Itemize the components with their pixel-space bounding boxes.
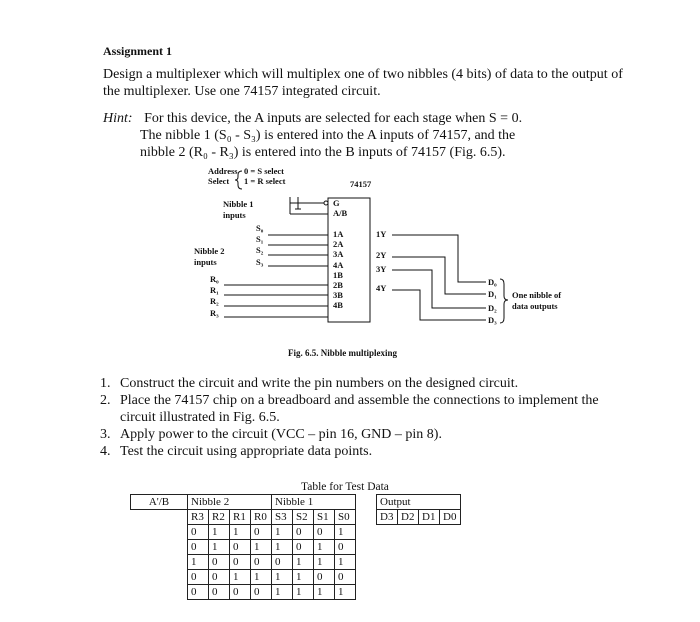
pin-1a: 1A — [333, 229, 344, 239]
group-nibble2: Nibble 2 — [188, 495, 272, 510]
cell: 1 — [209, 540, 230, 555]
cell: 1 — [230, 525, 251, 540]
cell: 1 — [293, 570, 314, 585]
nibble1-label: Nibble 1 — [223, 199, 254, 209]
output-cell — [377, 570, 398, 585]
gap — [356, 495, 377, 510]
chip-label: 74157 — [350, 179, 372, 189]
col-header: S2 — [293, 510, 314, 525]
select-opt-1: 1 = R select — [244, 176, 286, 186]
select-opt-0: 0 = S select — [244, 166, 285, 176]
output-cell — [377, 555, 398, 570]
cell: 0 — [209, 570, 230, 585]
gap — [356, 555, 377, 570]
r3-label: R₃ — [210, 308, 219, 318]
col-header: S1 — [314, 510, 335, 525]
pin-1b: 1B — [333, 270, 343, 280]
gap — [356, 525, 377, 540]
pin-3a: 3A — [333, 249, 344, 259]
hint-label: Hint: — [103, 111, 133, 126]
nibble2-inputs-label: inputs — [194, 257, 217, 267]
cell: 1 — [335, 555, 356, 570]
spacer — [131, 570, 188, 585]
col-header: R2 — [209, 510, 230, 525]
col-header: S0 — [335, 510, 356, 525]
step-text: Test the circuit using appropriate data points. — [120, 444, 373, 459]
nibble2-label: Nibble 2 — [194, 246, 225, 256]
step-number: 4. — [100, 444, 111, 459]
pin-4a: 4A — [333, 260, 344, 270]
col-header: D2 — [398, 510, 419, 525]
output-cell — [377, 525, 398, 540]
output-cell — [419, 540, 440, 555]
cell: 0 — [230, 555, 251, 570]
col-header: R1 — [230, 510, 251, 525]
s1-label: S₁ — [256, 234, 264, 244]
pin-1y: 1Y — [376, 229, 387, 239]
test-data-table — [130, 494, 461, 600]
output-cell — [398, 555, 419, 570]
cell: 0 — [188, 570, 209, 585]
cell: 1 — [230, 570, 251, 585]
spacer — [131, 585, 188, 600]
cell: 1 — [272, 540, 293, 555]
gap — [356, 570, 377, 585]
hint-line-3: nibble 2 (R₀ - R₃) is entered into the B inputs of 74157 (Fig. 6.5). — [140, 145, 506, 160]
cell: 0 — [209, 555, 230, 570]
d0-label: D₀ — [488, 277, 497, 287]
pin-2y: 2Y — [376, 250, 387, 260]
s0-label: S₀ — [256, 223, 264, 233]
table-caption: Table for Test Data — [301, 481, 389, 493]
gap — [356, 540, 377, 555]
nibble-mux-figure — [180, 160, 620, 360]
cell: 1 — [272, 570, 293, 585]
cell: 1 — [335, 525, 356, 540]
d3-label: D₃ — [488, 315, 497, 325]
r2-label: R₂ — [210, 296, 219, 306]
table-row — [131, 555, 461, 570]
cell: 1 — [314, 585, 335, 600]
output-cell — [419, 570, 440, 585]
d1-label: D₁ — [488, 289, 497, 299]
table-row — [131, 585, 461, 600]
step-number: 2. — [100, 393, 111, 408]
hint-line-2: The nibble 1 (S₀ - S₃) is entered into the A inputs of 74157, and the — [140, 128, 516, 143]
figure-caption: Fig. 6.5. Nibble multiplexing — [288, 348, 398, 358]
col-header: D3 — [377, 510, 398, 525]
table-group-row — [131, 495, 461, 510]
group-ab: A'/B — [131, 495, 188, 510]
spacer — [131, 555, 188, 570]
cell: 0 — [209, 585, 230, 600]
step-text: Place the 74157 chip on a breadboard and assemble the connections to implement the circuit illustrated in Fig. 6.5. — [120, 393, 599, 425]
pin-2a: 2A — [333, 239, 344, 249]
table-header-row — [131, 510, 461, 525]
pin-3y: 3Y — [376, 264, 387, 274]
d2-label: D₂ — [488, 303, 497, 313]
cell: 1 — [188, 555, 209, 570]
group-nibble1: Nibble 1 — [272, 495, 356, 510]
output-cell — [398, 540, 419, 555]
cell: 0 — [251, 555, 272, 570]
pin-ab: A/B — [333, 208, 348, 218]
pin-4y: 4Y — [376, 283, 387, 293]
cell: 0 — [230, 540, 251, 555]
list-item — [100, 375, 620, 392]
pin-g: G — [333, 198, 340, 208]
group-output: Output — [377, 495, 461, 510]
table-row — [131, 570, 461, 585]
output-cell — [377, 540, 398, 555]
pin-2b: 2B — [333, 280, 343, 290]
cell: 1 — [314, 540, 335, 555]
cell: 1 — [272, 585, 293, 600]
col-header: S3 — [272, 510, 293, 525]
hint-block — [103, 110, 633, 161]
output-cell — [398, 525, 419, 540]
nibble1-inputs-label: inputs — [223, 210, 246, 220]
spacer — [131, 525, 188, 540]
step-number: 1. — [100, 376, 111, 391]
step-number: 3. — [100, 427, 111, 442]
s3-label: S₃ — [256, 257, 264, 267]
table-row — [131, 525, 461, 540]
cell: 0 — [251, 525, 272, 540]
cell: 0 — [314, 525, 335, 540]
pin-3b: 3B — [333, 290, 343, 300]
col-header: R0 — [251, 510, 272, 525]
output-cell — [419, 585, 440, 600]
output-note-1: One nibble of — [512, 290, 562, 300]
cell: 0 — [230, 585, 251, 600]
step-text: Apply power to the circuit (VCC – pin 16, GND – pin 8). — [120, 427, 442, 442]
output-cell — [398, 570, 419, 585]
hint-line-1: For this device, the A inputs are selected for each stage when S = 0. — [144, 111, 523, 126]
cell: 0 — [335, 540, 356, 555]
assignment-title: Assignment 1 — [103, 44, 173, 58]
col-header: D0 — [440, 510, 461, 525]
cell: 0 — [293, 540, 314, 555]
spacer — [131, 510, 188, 525]
output-cell — [419, 525, 440, 540]
output-cell — [440, 525, 461, 540]
output-cell — [377, 585, 398, 600]
output-cell — [419, 555, 440, 570]
cell: 0 — [293, 525, 314, 540]
cell: 1 — [272, 525, 293, 540]
cell: 1 — [251, 570, 272, 585]
list-item — [100, 426, 620, 443]
r0-label: R₀ — [210, 274, 219, 284]
pin-4b: 4B — [333, 300, 343, 310]
intro-paragraph: Design a multiplexer which will multiplex one of two nibbles (4 bits) of data to the output of the multiplexer. Use one 74157 integrated circuit. — [103, 67, 623, 99]
cell: 1 — [293, 555, 314, 570]
step-text: Construct the circuit and write the pin numbers on the designed circuit. — [120, 376, 519, 391]
output-cell — [440, 585, 461, 600]
table-row — [131, 540, 461, 555]
list-item — [100, 392, 620, 426]
col-header: D1 — [419, 510, 440, 525]
r1-label: R₁ — [210, 285, 219, 295]
gap — [356, 510, 377, 525]
cell: 0 — [188, 540, 209, 555]
output-cell — [440, 555, 461, 570]
cell: 0 — [188, 525, 209, 540]
output-cell — [440, 540, 461, 555]
cell: 0 — [251, 585, 272, 600]
cell: 1 — [251, 540, 272, 555]
gap — [356, 585, 377, 600]
cell: 0 — [272, 555, 293, 570]
cell: 1 — [209, 525, 230, 540]
cell: 0 — [188, 585, 209, 600]
cell: 1 — [314, 555, 335, 570]
select-label: Select — [208, 176, 230, 186]
col-header: R3 — [188, 510, 209, 525]
address-label: Address — [208, 166, 238, 176]
output-note-2: data outputs — [512, 301, 558, 311]
cell: 0 — [335, 570, 356, 585]
circuit-diagram — [180, 160, 620, 360]
list-item — [100, 443, 620, 460]
output-cell — [440, 570, 461, 585]
s2-label: S₂ — [256, 245, 264, 255]
output-cell — [398, 585, 419, 600]
cell: 1 — [293, 585, 314, 600]
steps-list — [100, 375, 620, 460]
spacer — [131, 540, 188, 555]
cell: 0 — [314, 570, 335, 585]
cell: 1 — [335, 585, 356, 600]
